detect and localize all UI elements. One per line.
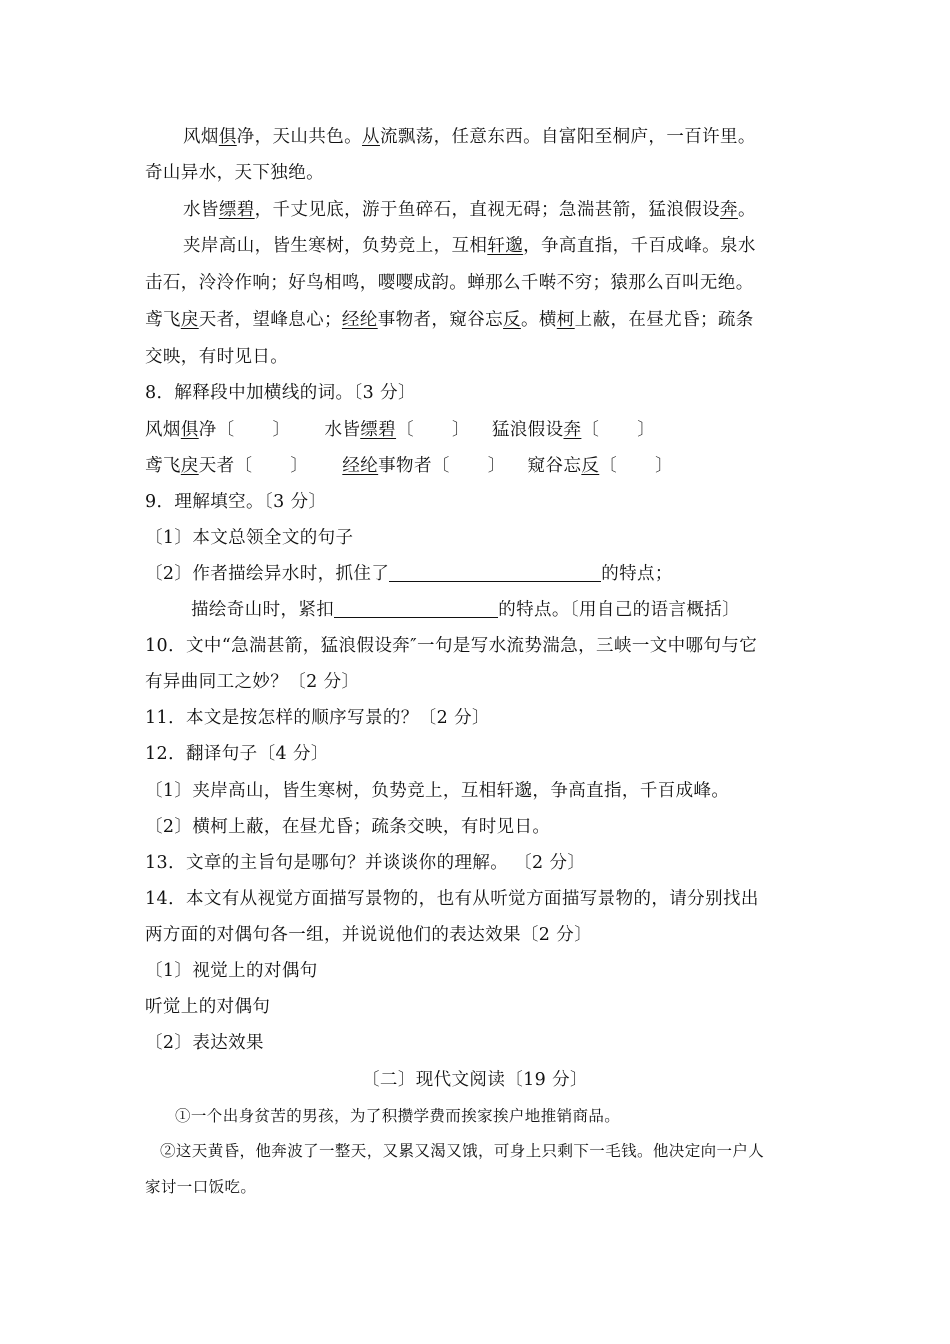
underlined-word: 经纶 xyxy=(341,310,378,330)
question-8-row: 鸢飞戾天者〔 〕 经纶事物者〔 〕 窥谷忘反〔 〕 xyxy=(145,456,674,476)
passage-line: 水皆缥碧，千丈见底，游于鱼碎石，直视无碍；急湍甚箭，猛浪假设奔。 xyxy=(183,200,756,220)
reading-paragraph: ②这天黄昏，他奔波了一整天，又累又渴又饿，可身上只剩下一毛钱。他决定向一户人 xyxy=(160,1142,765,1160)
underlined-word: 戾 xyxy=(180,310,199,330)
underlined-word: 柯 xyxy=(556,310,575,330)
question-8-title: 8．解释段中加横线的词。〔3 分〕 xyxy=(145,383,416,403)
question-14-line: 两方面的对偶句各一组，并说说他们的表达效果〔2 分〕 xyxy=(145,925,593,945)
passage-line: 交映，有时见日。 xyxy=(145,347,289,367)
question-9-sub2: 〔2〕作者描绘异水时，抓住了 的特点； xyxy=(145,564,673,584)
underlined-word: 反 xyxy=(503,310,521,330)
question-9-sub1: 〔1〕本文总领全文的句子 xyxy=(145,528,354,548)
question-8-row: 风烟俱净〔 〕 水皆缥碧〔 〕 猛浪假设奔〔 〕 xyxy=(145,420,656,440)
question-12-sub2: 〔2〕横柯上蔽，在昼尤昏；疏条交映，有时见日。 xyxy=(145,817,551,837)
question-13: 13．文章的主旨句是哪句？并谈谈你的理解。 〔2 分〕 xyxy=(145,853,586,873)
question-10-line: 10．文中“急湍甚箭，猛浪假设奔″一句是写水流势湍急，三峡一文中哪句与它 xyxy=(145,636,758,656)
reading-paragraph: 家讨一口饭吃。 xyxy=(145,1178,257,1196)
question-12-title: 12．翻译句子〔4 分〕 xyxy=(145,744,329,764)
underlined-word: 奔 xyxy=(720,200,738,220)
question-14-sub2: 〔2〕表达效果 xyxy=(145,1033,264,1053)
passage-line: 鸢飞戾天者，望峰息心；经纶事物者，窥谷忘反。横柯上蔽，在昼尤昏；疏条 xyxy=(145,310,754,330)
underlined-word: 缥碧 xyxy=(218,200,255,220)
underlined-word: 从 xyxy=(362,127,380,147)
passage-line: 奇山异水，天下独绝。 xyxy=(145,163,324,183)
passage-line: 夹岸高山，皆生寒树，负势竞上，互相轩邈，争高直指，千百成峰。泉水 xyxy=(183,236,756,256)
question-12-sub1: 〔1〕夹岸高山，皆生寒树，负势竞上，互相轩邈，争高直指，千百成峰。 xyxy=(145,781,730,801)
section-heading: 〔二〕现代文阅读〔19 分〕 xyxy=(362,1070,588,1090)
question-9-title: 9．理解填空。〔3 分〕 xyxy=(145,492,327,512)
answer-blank[interactable] xyxy=(334,601,498,618)
underlined-word: 轩邈 xyxy=(487,236,524,256)
question-14-sub1b: 听觉上的对偶句 xyxy=(145,997,271,1017)
question-9-sub3: 描绘奇山时，紧扣 的特点。〔用自己的语言概括〕 xyxy=(191,600,741,620)
question-14-line: 14．本文有从视觉方面描写景物的，也有从听觉方面描写景物的，请分别找出 xyxy=(145,889,759,909)
question-11: 11．本文是按怎样的顺序写景的？〔2 分〕 xyxy=(145,708,490,728)
reading-paragraph: ①一个出身贫苦的男孩，为了积攒学费而挨家挨户地推销商品。 xyxy=(175,1107,621,1125)
answer-blank[interactable] xyxy=(389,565,601,582)
underlined-word: 俱 xyxy=(218,127,237,147)
passage-line: 击石，泠泠作响；好鸟相鸣，嘤嘤成韵。蝉那么千啭不穷；猿那么百叫无绝。 xyxy=(145,273,754,293)
question-14-sub1: 〔1〕视觉上的对偶句 xyxy=(145,961,318,981)
question-10-line: 有异曲同工之妙？〔2 分〕 xyxy=(145,672,360,692)
passage-line: 风烟俱净，天山共色。从流飘荡，任意东西。自富阳至桐庐，一百许里。 xyxy=(183,127,756,147)
